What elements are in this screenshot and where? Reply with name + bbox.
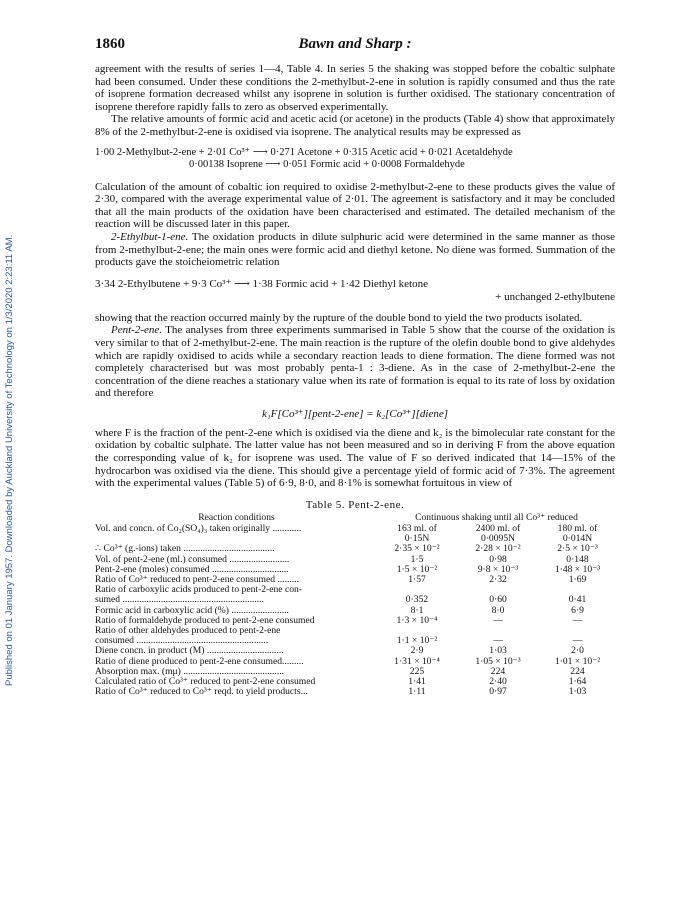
journal-page xyxy=(95,36,615,698)
page-number: 1860 xyxy=(95,36,125,52)
row-label: Vol. of pent-2-ene (ml.) consumed ......................... xyxy=(95,553,290,565)
page-header xyxy=(95,36,615,53)
equation-1 xyxy=(95,147,615,172)
value-series-c: 180 ml. of xyxy=(557,523,598,535)
value-series-a: 1·3 × 10⁻⁴ xyxy=(396,614,438,626)
row-label: ∴ Co³⁺ (g.-ions) taken ...................................... xyxy=(95,543,275,555)
row-label: Vol. and concn. of Co₂(SO₄)₃ taken originally ............ xyxy=(95,523,302,535)
value-series-a: 1·5 xyxy=(410,553,424,565)
row-label: Pent-2-ene (moles) consumed ................................ xyxy=(95,563,289,575)
value-series-a: 0·352 xyxy=(405,594,429,606)
table-header-conditions: Reaction conditions xyxy=(198,511,275,523)
paragraph-5: showing that the reaction occurred mainly by the rupture of the double bond to yield the two products isolated. xyxy=(95,311,583,324)
value-series-c: — xyxy=(572,614,583,626)
value-series-a: 1·31 × 10⁻⁴ xyxy=(394,655,440,667)
paragraph-2: The relative amounts of formic acid and acetic acid (or acetone) in the products (Table 4) show that approximately 8% of the 2-methylbut-2-ene is oxidised via isoprene. The analytical results may be expressed as xyxy=(95,113,615,138)
paragraph-4-text: The oxidation products in dilute sulphuric acid were determined in the same manner as those from 2-methylbut-2-ene; the main ones were formic acid and diethyl ketone. No diene was formed. Summation of the products gave the stoicheiometric relation xyxy=(95,230,615,269)
value-series-a: 1·41 xyxy=(408,676,426,688)
paragraph-4 xyxy=(95,231,615,269)
row-label: Ratio of Co³⁺ reduced to pent-2-ene consumed ......... xyxy=(95,574,300,586)
value-series-a: 1·57 xyxy=(408,574,426,586)
value-series-c: 2·0 xyxy=(571,645,584,657)
row-label: Ratio of carboxylic acids produced to pent-2-ene con- xyxy=(95,584,302,596)
value-series-c: — xyxy=(572,635,583,647)
value-series-b: 2400 ml. of xyxy=(475,523,521,535)
value-series-c: 1·69 xyxy=(568,574,587,586)
row-label: Ratio of formaldehyde produced to pent-2-ene consumed xyxy=(95,614,315,626)
value-series-a: 2·35 × 10⁻² xyxy=(394,543,440,555)
equation-2 xyxy=(95,278,615,304)
row-label: Ratio of Co³⁺ reduced to Co³⁺ reqd. to yield products... xyxy=(95,686,308,698)
row-label: consumed ....................................................... xyxy=(95,635,269,647)
value-series-b: 8·0 xyxy=(491,604,505,616)
value-series-b: 1·03 xyxy=(489,645,507,657)
value-series-c: 1·01 × 10⁻² xyxy=(554,655,601,667)
equation-1-line-2: 0·00138 Isoprene ⟶ 0·051 Formic acid + 0·0008 Formaldehyde xyxy=(189,159,465,171)
value-series-b: — xyxy=(493,614,503,626)
value-series-a: 2·9 xyxy=(410,645,424,657)
value-series-b: 0·97 xyxy=(489,686,507,698)
value-series-c: 0·41 xyxy=(568,594,587,606)
value-series-b: — xyxy=(493,635,503,647)
value-series-b: 0·60 xyxy=(489,594,507,606)
value-series-b: 1·05 × 10⁻³ xyxy=(475,655,521,667)
table-header-shaking: Continuous shaking until all Co³⁺ reduced xyxy=(415,511,578,523)
value-series-b: 2·40 xyxy=(489,676,507,688)
value-series-c: 6·9 xyxy=(571,604,584,616)
download-watermark: Published on 01 January 1957. Downloaded by Auckland University of Technology on 1/3/2020 2:23:11 AM. xyxy=(4,234,15,686)
value-series-c: 1·48 × 10⁻³ xyxy=(554,563,601,575)
value-series-a: 163 ml. of xyxy=(397,523,437,535)
table-caption: Table 5. Pent-2-ene. xyxy=(305,498,405,511)
paragraph-3: Calculation of the amount of cobaltic ion required to oxidise 2-methylbut-2-ene to these products gives the value of 2·30, compared with the average experimental value of 2·01. The agreement is satisfactory and it may be concluded that all the main products of the oxidation have been characterised and estimated. The detailed mechanism of the reaction will be discussed later in this paper. xyxy=(95,180,615,231)
value-series-a: 225 xyxy=(409,665,425,677)
table-row xyxy=(95,687,615,697)
paragraph-1: agreement with the results of series 1—4, Table 4. In series 5 the shaking was stopped before the cobaltic sulphate had been consumed. Under these conditions the 2-methylbut-2-ene in solution is rapidly consumed and thus the rate of isoprene formation decreased whilst any isoprene in solution is further oxidised. The stationary concentration of isoprene therefore rapidly falls to zero as observed experimentally. xyxy=(95,63,615,113)
row-label: Calculated ratio of Co³⁺ reduced to pent-2-ene consumed xyxy=(95,676,316,688)
value-series-c: 0·014N xyxy=(562,533,593,545)
paragraph-6-text: The analyses from three experiments summarised in Table 5 show that the course of the oxidation is very similar to that of 2-methylbut-2-ene. The main reaction is the rupture of the olefin double bond to give aldehydes which are rapidly oxidised to acids while a secondary reaction leads to diene formation. The diene formed was not completely characterised but was most probably penta-1 : 3-diene. As in the case of 2-methylbut-2-ene the concentration of the diene reaches a stationary value when its rate of formation is equal to its rate of loss by oxidation and therefore xyxy=(95,324,615,400)
value-series-a: 1·11 xyxy=(408,686,426,698)
equation-1-line-1: 1·00 2-Methylbut-2-ene + 2·01 Co³⁺ ⟶ 0·271 Acetone + 0·315 Acetic acid + 0·021 Acetaldehyde xyxy=(95,146,513,158)
value-series-b: 0·98 xyxy=(489,553,507,565)
paragraph-6 xyxy=(95,324,615,400)
results-table xyxy=(95,513,615,698)
paragraph-6-title: Pent-2-ene. xyxy=(111,324,162,337)
value-series-c: 2·5 × 10⁻³ xyxy=(557,543,598,555)
value-series-b: 224 xyxy=(490,665,506,677)
value-series-b: 9·8 × 10⁻³ xyxy=(477,563,519,575)
value-series-c: 1·64 xyxy=(568,676,587,688)
paragraph-4-title: 2-Ethylbut-1-ene. xyxy=(111,230,189,243)
row-label: Ratio of diene produced to pent-2-ene consumed......... xyxy=(95,655,304,667)
table-row xyxy=(95,524,615,534)
value-series-c: 224 xyxy=(570,665,585,677)
row-label: Absorption max. (mμ) .......................................... xyxy=(95,665,285,677)
row-label: Formic acid in carboxylic acid (%) ........................ xyxy=(95,604,289,616)
value-series-a: 8·1 xyxy=(410,604,424,616)
value-series-b: 2·28 × 10⁻² xyxy=(475,543,521,555)
equation-2-line-2: + unchanged 2-ethylbutene xyxy=(495,290,615,303)
row-label: sumed ........................................................... xyxy=(95,594,264,606)
value-series-a: 1·5 × 10⁻² xyxy=(396,563,438,575)
paragraph-7: where F is the fraction of the pent-2-ene which is oxidised via the diene and k₂ is the bimolecular rate constant for the oxidation by cobaltic sulphate. The latter value has not been measured and so in deriving F from the above equation the corresponding value of k₂ for isoprene was used. The value of F so derived indicated that 14—15% of the hydrocarbon was oxidised via the diene. This should give a percentage yield of formic acid of 7·3%. The agreement with the experimental values (Table 5) of 6·9, 8·0, and 8·1% is somewhat fortuitous in view of xyxy=(95,426,615,490)
value-series-a: 0·15N xyxy=(404,533,430,545)
value-series-b: 0·0095N xyxy=(480,533,516,545)
value-series-c: 0·148 xyxy=(566,553,589,565)
value-series-c: 1·03 xyxy=(568,686,587,698)
row-label: Ratio of other aldehydes produced to pent-2-ene xyxy=(95,625,281,637)
running-head: Bawn and Sharp : xyxy=(298,36,412,52)
value-series-a: 1·1 × 10⁻² xyxy=(396,635,438,647)
equation-3: k₁F[Co³⁺][pent-2-ene] = k₂[Co³⁺][diene] xyxy=(261,407,449,420)
value-series-b: 2·32 xyxy=(489,574,507,586)
equation-2-line-1: 3·34 2-Ethylbutene + 9·3 Co³⁺ ⟶ 1·38 Formic acid + 1·42 Diethyl ketone xyxy=(95,277,428,290)
row-label: Diene concn. in product (M) ................................ xyxy=(95,645,284,657)
